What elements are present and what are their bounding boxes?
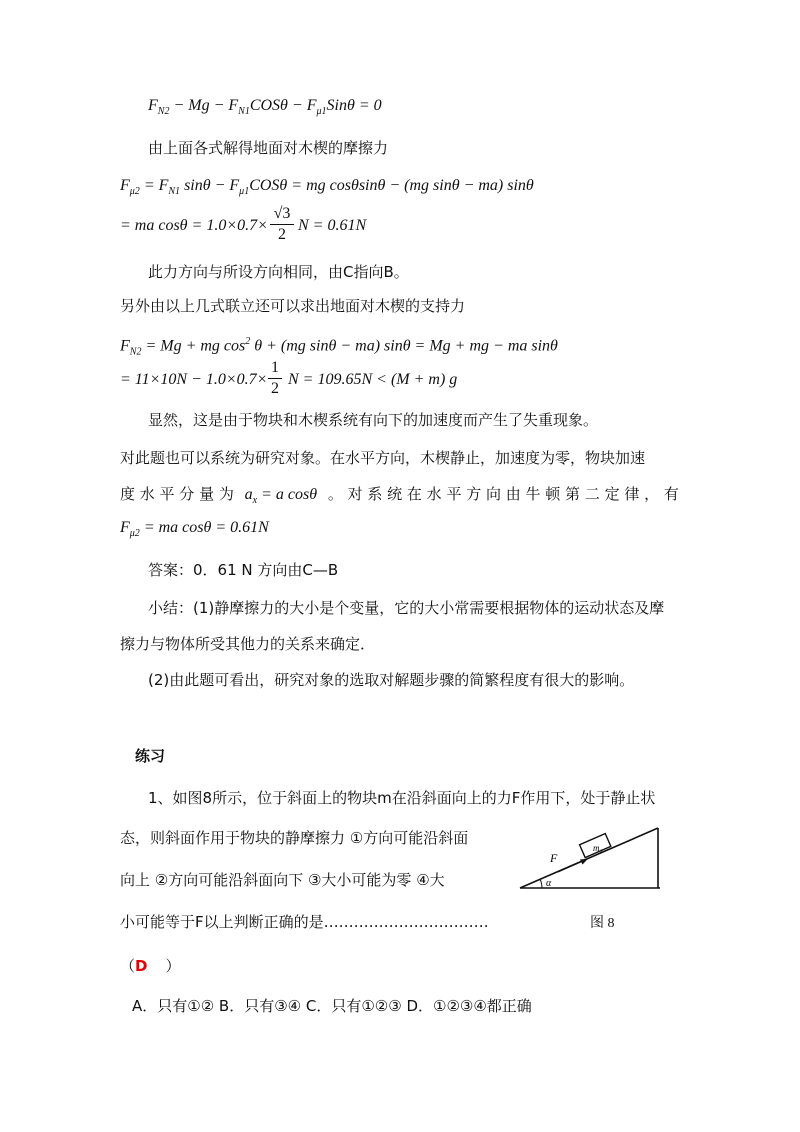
answer-bracket-close: ） xyxy=(165,957,181,975)
system-line2-text-b: 。 对 系 统 在 水 平 方 向 由 牛 顿 第 二 定 律 ， 有 xyxy=(327,485,679,503)
paragraph-direction: 此力方向与所设方向相同，由C指向B。 xyxy=(148,263,409,281)
equation-support-force: $F_{N2} = Mg$ + mg $\cos^2 \theta + (mg$ sinθ − ma) sinθ = Mg + mg − ma sinθ xyxy=(120,336,558,358)
options-line: A．只有①② B．只有③④ C．只有①②③ D．①②③④都正确 xyxy=(132,997,532,1015)
question1-line4: 小可能等于F以上判断正确的是…………………………… xyxy=(120,913,489,931)
paragraph-solve-friction: 由上面各式解得地面对木楔的摩擦力 xyxy=(148,139,389,157)
summary-line1: 小结：(1)静摩擦力的大小是个变量，它的大小常需要根据物体的运动状态及摩 xyxy=(148,599,665,617)
answer-bracket xyxy=(120,956,180,976)
paragraph-system-line1: 对此题也可以系统为研究对象。在水平方向，木楔静止，加速度为零，物块加速 xyxy=(120,449,646,467)
angle-label: α xyxy=(546,878,552,889)
question1-line3: 向上 ②方向可能沿斜面向下 ③大小可能为零 ④大 xyxy=(120,871,445,889)
equation-system-friction: $F_{\mu 2}$ = ma cosθ = 0.61N xyxy=(120,519,269,540)
answer-choice: D xyxy=(135,957,148,975)
equation-friction-force: $F_{\mu 2} = F_{N1}$ $\sin\theta - F_{\mu 1}COS\theta$ = mg cosθsinθ − (mg sinθ − ma) sinθ xyxy=(120,177,534,198)
paragraph-system-line2 xyxy=(120,484,680,511)
equation-normal-force-balance: $F_{N2} - Mg - F_{N1}COS\theta - F_{\mu 1}Sin\theta = 0$ xyxy=(148,97,382,118)
system-line2-text-a: 度 水 平 分 量 为 xyxy=(120,485,234,503)
force-label: F xyxy=(550,851,558,865)
section-title-practice: 练习 xyxy=(135,747,166,765)
question1-line1: 1、如图8所示，位于斜面上的物块m在沿斜面向上的力F作用下，处于静止状 xyxy=(148,789,656,807)
figure-8-incline xyxy=(516,820,666,940)
answer-bracket-open: （ xyxy=(120,957,136,975)
block-label: m₂ xyxy=(593,843,603,853)
paragraph-weightlessness: 显然，这是由于物块和木楔系统有向下的加速度而产生了失重现象。 xyxy=(148,411,599,429)
summary-line3: (2)由此题可看出，研究对象的选取对解题步骤的简繁程度有很大的影响。 xyxy=(148,671,635,689)
answer-line: 答案：0．61 N 方向由C—B xyxy=(148,561,339,579)
paragraph-support-force: 另外由以上几式联立还可以求出地面对木楔的支持力 xyxy=(120,297,466,315)
figure-caption: 图 8 xyxy=(590,916,615,931)
summary-line2: 擦力与物体所受其他力的关系来确定． xyxy=(120,635,376,653)
system-line2-equation: $a_x = a$ cosθ xyxy=(244,486,318,507)
question1-line2: 态，则斜面作用于物块的静摩擦力 ①方向可能沿斜面 xyxy=(120,829,469,847)
